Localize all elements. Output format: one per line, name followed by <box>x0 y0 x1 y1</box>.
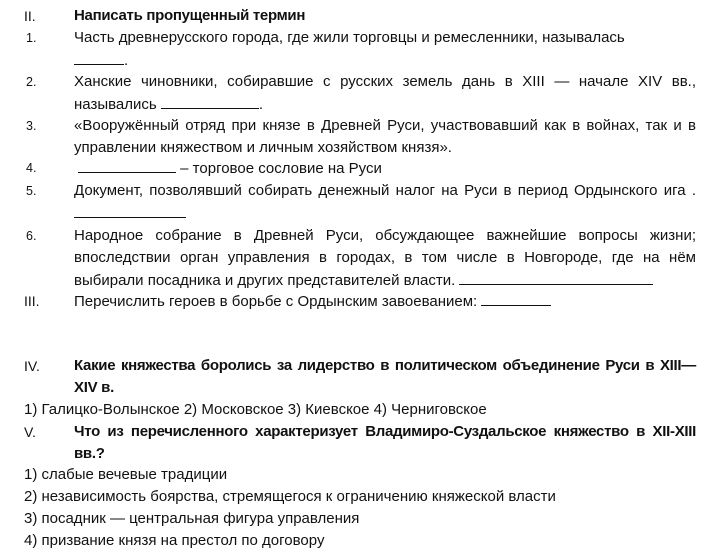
section-3-text: Перечислить героев в борьбе с Ордынским завоеванием: <box>74 293 478 310</box>
section-5-question: Что из перечисленного характеризует Владимиро-Суздальское княжество в XII-XIII вв.? <box>74 423 696 462</box>
section-3-number: III. <box>24 293 40 309</box>
item-4-text: – торговое сословие на Руси <box>180 160 382 177</box>
section-2-heading: Написать пропущенный термин <box>74 7 306 24</box>
item-5-text: Документ, позволявший собирать денежный налог на Руси в период Ордынского ига . <box>74 182 696 199</box>
section-5-number: V. <box>24 424 36 440</box>
cropped-top-line <box>74 0 634 2</box>
item-5-blank <box>74 202 186 218</box>
section-5-option-4: 4) призвание князя на престол по договору <box>24 532 325 549</box>
section-3-blank <box>481 290 551 306</box>
item-1-text: Часть древнерусского города, где жили торговцы и ремесленники, называлась <box>74 29 625 46</box>
item-6-blank <box>459 269 653 285</box>
cropped-bottom-line <box>74 549 634 556</box>
item-6-text-block <box>74 225 696 292</box>
section-4-number: IV. <box>24 358 40 374</box>
item-4-number: 4. <box>26 161 37 175</box>
item-6-text: Народное собрание в Древней Руси, обсуждающее важнейшие вопросы жизни; впоследствии орган управления в городах, в том числе в Новгороде, где на нём выбирали посадника и других представителей власти. <box>74 227 696 289</box>
item-4-text-block <box>74 157 696 180</box>
item-6-number: 6. <box>26 229 37 243</box>
item-5-number: 5. <box>26 184 37 198</box>
item-2-text-block: Ханские чиновники, собиравшие с русских земель дань в XIII — начале XIV вв., назывались . <box>74 73 696 113</box>
item-2-text: Ханские чиновники, собиравшие с русских земель дань в XIII — начале XIV вв., назывались <box>74 73 696 113</box>
item-1-blank <box>74 49 124 65</box>
section-5-option-1: 1) слабые вечевые традиции <box>24 466 228 483</box>
item-1-text-block: Часть древнерусского города, где жили торговцы и ремесленники, называлась . <box>74 29 625 69</box>
item-2-number: 2. <box>26 75 37 89</box>
item-3-number: 3. <box>26 119 37 133</box>
item-1-number: 1. <box>26 31 37 45</box>
section-5-option-3: 3) посадник — центральная фигура управления <box>24 510 360 527</box>
section-4-question: Какие княжества боролись за лидерство в политическом объединение Руси в XIII—XIV в. <box>74 357 696 396</box>
section-4-options: 1) Галицко-Волынское 2) Московское 3) Киевское 4) Черниговское <box>24 401 487 418</box>
section-3-text-block <box>74 290 696 313</box>
item-4-blank <box>78 157 176 173</box>
item-3-text: «Вооружённый отряд при князе в Древней Руси, участвовавший как в войнах, так и в управлении княжеством и личным хозяйством князя». <box>74 117 696 156</box>
item-5-text-block <box>74 180 696 225</box>
item-2-blank <box>161 93 259 109</box>
section-2-number: II. <box>24 8 36 24</box>
section-5-option-2: 2) независимость боярства, стремящегося к ограничению княжеской власти <box>24 488 556 505</box>
